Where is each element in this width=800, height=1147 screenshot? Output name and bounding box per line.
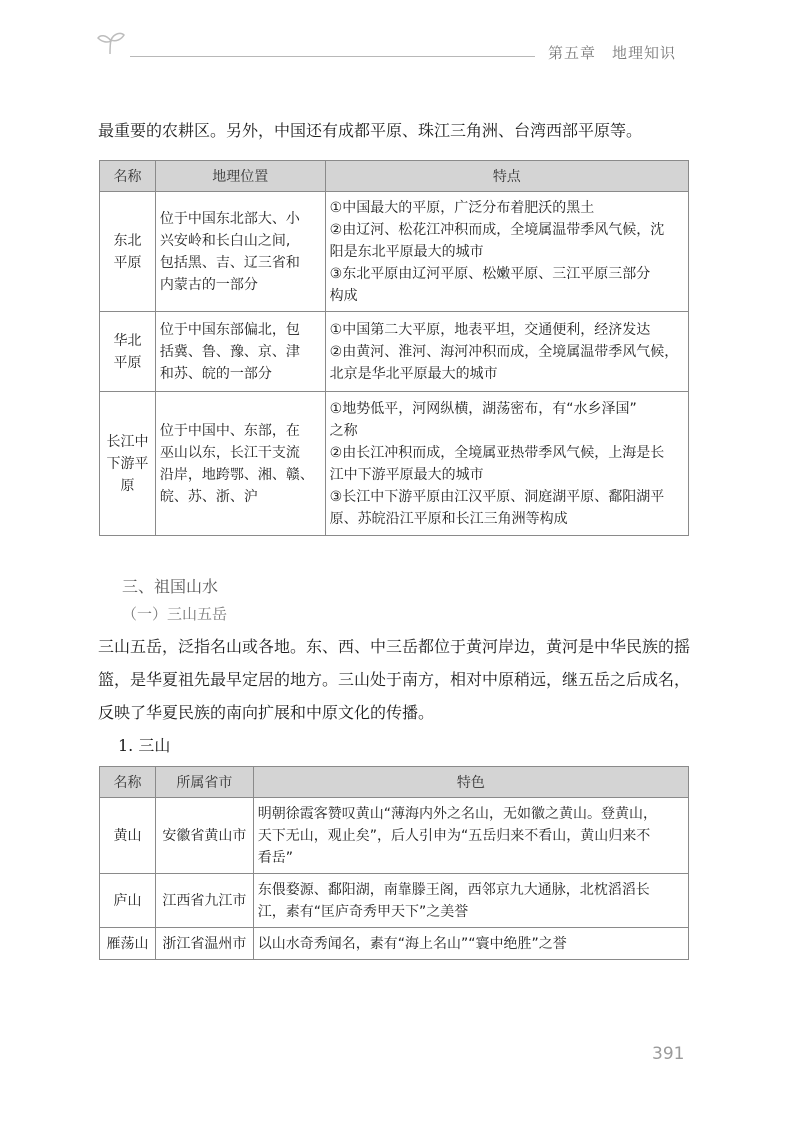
mountain-features: 东偎婺源、鄱阳湖，南靠滕王阁，西邻京九大通脉，北枕滔滔长 江，素有“匡庐奇秀甲天下”之美誉 (253, 874, 688, 928)
body-paragraph: 三山五岳，泛指名山或各地。东、西、中三岳都位于黄河岸边，黄河是中华民族的摇篮，是华夏祖先最早定居的地方。三山处于南方，相对中原稍远，继五岳之后成名，反映了华夏民族的南向扩展和中原文化的传播。 (98, 637, 691, 722)
section-title: 三、祖国山水 (122, 577, 219, 596)
plain-features: ①中国最大的平原，广泛分布着肥沃的黑土 ②由辽河、松花江冲积而成，全境属温带季风气候，沈 阳是东北平原最大的城市 ③东北平原由辽河平原、松嫩平原、三江平原三部分 构成 (325, 192, 688, 312)
table-row (100, 392, 689, 536)
plain-name: 华北 平原 (100, 312, 156, 392)
mountain-province: 浙江省温州市 (155, 928, 253, 960)
plain-location: 位于中国东北部大、小 兴安岭和长白山之间, 包括黑、吉、辽三省和 内蒙古的一部分 (155, 192, 325, 312)
item-title: 1. 三山 (118, 736, 171, 755)
plain-features: ①地势低平，河网纵横，湖荡密布，有“水乡泽国” 之称 ②由长江冲积而成，全境属亚热带季风气候，上海是长 江中下游平原最大的城市 ③长江中下游平原由江汉平原、洞庭湖平原、鄱阳湖平 原、苏皖沿江平原和长江三角洲等构成 (325, 392, 688, 536)
intro-text: 最重要的农耕区。另外，中国还有成都平原、珠江三角洲、台湾西部平原等。 (98, 121, 643, 140)
column-header: 地理位置 (155, 161, 325, 192)
chapter-title: 地理知识 (612, 44, 677, 62)
table-row (100, 192, 689, 312)
mountain-name: 雁荡山 (100, 928, 156, 960)
table-row (100, 874, 689, 928)
subsection-title: （一）三山五岳 (122, 605, 228, 623)
plain-location: 位于中国东部偏北，包 括冀、鲁、豫、京、津 和苏、皖的一部分 (155, 312, 325, 392)
mountain-province: 安徽省黄山市 (155, 798, 253, 874)
plain-name: 长江中 下游平 原 (100, 392, 156, 536)
page-header (0, 0, 800, 80)
plain-location: 位于中国中、东部，在 巫山以东，长江干支流 沿岸，地跨鄂、湘、赣、 皖、苏、浙、沪 (155, 392, 325, 536)
column-header: 特点 (325, 161, 688, 192)
column-header: 所属省市 (155, 767, 253, 798)
header-divider (130, 56, 535, 57)
column-header: 名称 (100, 767, 156, 798)
chapter-number: 第五章 (548, 44, 597, 62)
sprout-icon (96, 30, 126, 60)
mountains-table (99, 766, 689, 960)
mountain-name: 黄山 (100, 798, 156, 874)
plain-name: 东北 平原 (100, 192, 156, 312)
mountain-features: 以山水奇秀闻名，素有“海上名山”“寰中绝胜”之誉 (253, 928, 688, 960)
mountain-province: 江西省九江市 (155, 874, 253, 928)
table-row (100, 312, 689, 392)
mountain-name: 庐山 (100, 874, 156, 928)
table-row (100, 798, 689, 874)
plain-features: ①中国第二大平原，地表平坦，交通便利，经济发达 ②由黄河、淮河、海河冲积而成，全境属温带季风气候， 北京是华北平原最大的城市 (325, 312, 688, 392)
column-header: 名称 (100, 161, 156, 192)
plains-table (99, 160, 689, 536)
table-header-row (100, 161, 689, 192)
mountain-features: 明朝徐霞客赞叹黄山“薄海内外之名山，无如徽之黄山。登黄山， 天下无山，观止矣”，后人引申为“五岳归来不看山，黄山归来不 看岳” (253, 798, 688, 874)
column-header: 特色 (253, 767, 688, 798)
table-row (100, 928, 689, 960)
chapter-heading (548, 42, 676, 63)
page-number: 391 (652, 1044, 685, 1064)
table-header-row (100, 767, 689, 798)
